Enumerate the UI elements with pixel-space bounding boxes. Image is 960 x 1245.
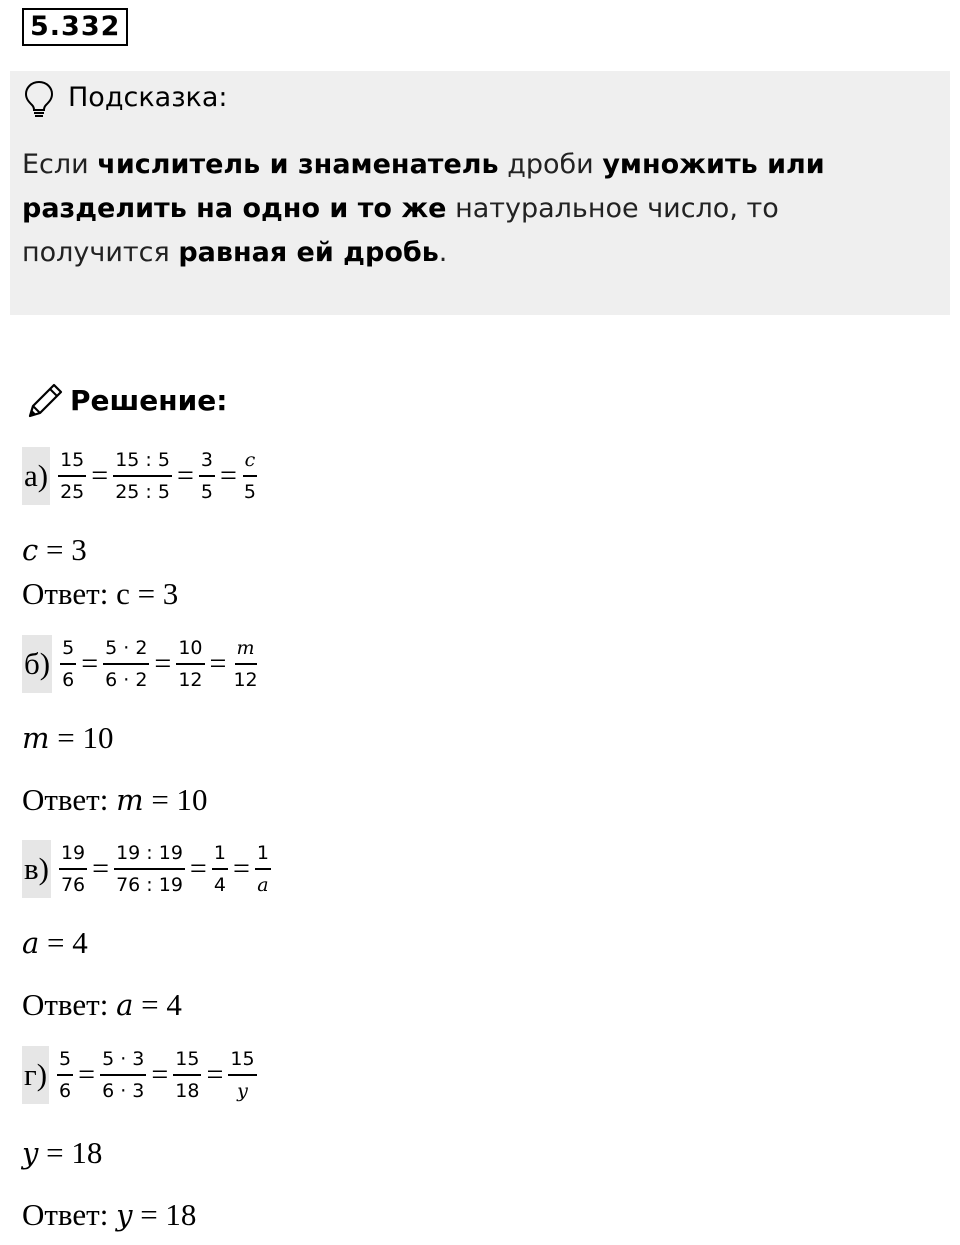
answer-line-b: Ответ: m = 10 <box>22 782 208 817</box>
part-letter: в) <box>22 840 51 898</box>
part-letter: а) <box>22 447 50 505</box>
fraction: $\frac{5 \cdot 2}{6 \cdot 2}$ <box>105 637 148 691</box>
fraction: $\frac{5 \cdot 3}{6 \cdot 3}$ <box>102 1048 145 1102</box>
fraction: $\frac{15 : 5}{25 : 5}$ <box>115 449 170 503</box>
lightbulb-icon <box>24 80 54 118</box>
fraction: $\frac{10}{12}$ <box>178 637 203 691</box>
equals-sign: = <box>206 1058 224 1091</box>
answer-line-v: Ответ: a = 4 <box>22 987 182 1022</box>
fraction: $\frac{15}{25}$ <box>60 449 85 503</box>
result-line-b: m = 10 <box>22 720 114 755</box>
equation-row-g <box>22 1046 259 1104</box>
hint-title: Подсказка: <box>68 82 228 113</box>
equals-sign: = <box>81 647 99 680</box>
task-number: 5.332 <box>22 8 128 46</box>
equals-sign: = <box>92 852 110 885</box>
fraction: $\frac{m}{12}$ <box>233 637 258 691</box>
fraction: $\frac{5}{6}$ <box>59 1048 72 1102</box>
fraction: $\frac{3}{5}$ <box>200 449 213 503</box>
equals-sign: = <box>78 1058 96 1091</box>
answer-line-a: Ответ: c = 3 <box>22 576 179 611</box>
equation-row-v <box>22 840 273 898</box>
equals-sign: = <box>219 459 237 492</box>
solution-title: Решение: <box>70 384 228 417</box>
equation-row-b <box>22 635 262 693</box>
fraction: $\frac{c}{5}$ <box>243 449 256 503</box>
equation-row-a <box>22 447 260 505</box>
fraction: $\frac{19}{76}$ <box>60 842 86 896</box>
equals-sign: = <box>209 647 227 680</box>
part-letter: г) <box>22 1046 49 1104</box>
equals-sign: = <box>176 459 194 492</box>
pencil-icon <box>24 380 66 422</box>
equals-sign: = <box>232 852 250 885</box>
fraction: $\frac{19 : 19}{76 : 19}$ <box>116 842 183 896</box>
equals-sign: = <box>151 1058 169 1091</box>
fraction: $\frac{1}{4}$ <box>213 842 226 896</box>
result-line-v: a = 4 <box>22 925 88 960</box>
equals-sign: = <box>91 459 109 492</box>
hint-text: Если числитель и знаменатель дроби умножить или разделить на одно и то же натуральное число, то получится равная ей дробь. <box>22 149 825 268</box>
answer-line-g: Ответ: y = 18 <box>22 1197 197 1232</box>
equals-sign: = <box>189 852 207 885</box>
result-line-g: y = 18 <box>22 1135 103 1170</box>
part-letter: б) <box>22 635 52 693</box>
fraction: $\frac{1}{a}$ <box>256 842 269 896</box>
fraction: $\frac{5}{6}$ <box>62 637 75 691</box>
fraction: $\frac{15}{y}$ <box>230 1048 255 1102</box>
result-line-a: c = 3 <box>22 532 87 567</box>
fraction: $\frac{15}{18}$ <box>175 1048 200 1102</box>
equals-sign: = <box>154 647 172 680</box>
